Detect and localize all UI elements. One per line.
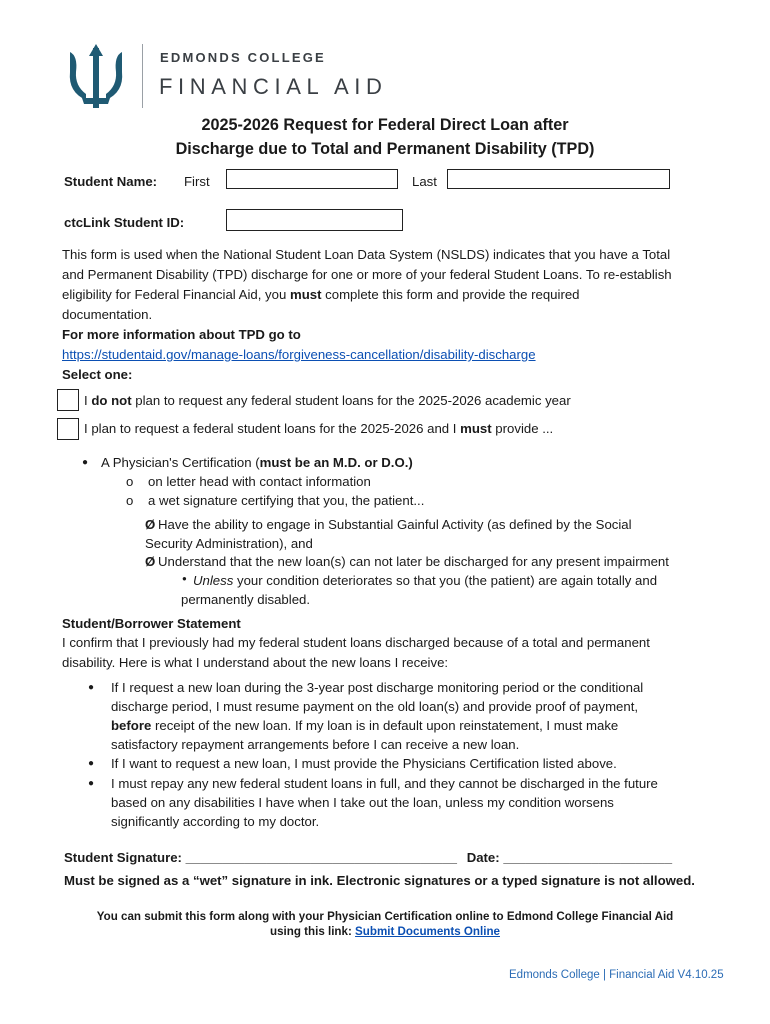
statement-bullet3-line2: based on any disabilities I have when I take out the loan, unless my condition worsens <box>111 795 614 810</box>
last-name-label: Last <box>412 174 437 189</box>
letterhead-item: on letter head with contact information <box>148 474 371 489</box>
intro-line3: eligibility for Federal Financial Aid, you must complete this form and provide the required <box>62 287 580 302</box>
statement-line2: disability. Here is what I understand about the new loans I receive: <box>62 655 449 670</box>
statement-bullet1-line2: discharge period, I must resume payment on the old loan(s) and provide proof of payment, <box>111 699 639 714</box>
date-line[interactable]: _______________________ <box>503 850 673 865</box>
more-info-label: For more information about TPD go to <box>62 327 301 342</box>
bullet-icon: ● <box>88 758 95 769</box>
intro-line2: and Permanent Disability (TPD) discharge for one or more of your federal Student Loans. To re-establish <box>62 267 672 282</box>
statement-bullet3-line1: I must repay any new federal student loans in full, and they cannot be discharged in the future <box>111 776 658 791</box>
signature-row <box>64 848 672 868</box>
arrow-bullet-icon: Ø <box>145 554 156 569</box>
form-title-line2: Discharge due to Total and Permanent Disability (TPD) <box>175 140 595 158</box>
date-label: Date: <box>466 850 500 865</box>
tpd-info-url[interactable]: https://studentaid.gov/manage-loans/forgiveness-cancellation/disability-discharge <box>62 347 536 362</box>
student-id-label: ctcLink Student ID: <box>64 215 185 230</box>
bullet-icon: ● <box>82 457 89 468</box>
arrow-bullet-icon: Ø <box>145 517 156 532</box>
bullet-icon: ● <box>182 574 187 583</box>
signature-line[interactable]: _____________________________________ <box>185 850 458 865</box>
option-no-loans-checkbox[interactable] <box>57 389 79 411</box>
last-name-field[interactable] <box>447 169 670 189</box>
bullet-icon: ● <box>88 682 95 693</box>
submit-line2: using this link: Submit Documents Online <box>270 925 500 938</box>
student-name-label: Student Name: <box>64 174 158 189</box>
header-divider <box>142 44 143 108</box>
select-one-label: Select one: <box>62 367 133 382</box>
first-name-field[interactable] <box>226 169 398 189</box>
form-title-line1: 2025-2026 Request for Federal Direct Loan after <box>201 116 569 134</box>
sub-bullet-icon: o <box>126 493 134 508</box>
submit-documents-link[interactable]: Submit Documents Online <box>355 925 500 938</box>
submit-line1: You can submit this form along with your Physician Certification online to Edmond College Financial Aid <box>96 910 674 923</box>
unless-item-line1: Unless your condition deteriorates so that you (the patient) are again totally and <box>193 573 658 588</box>
department-name: FINANCIAL AID <box>159 74 388 99</box>
college-name: EDMONDS COLLEGE <box>160 50 326 65</box>
intro-line1: This form is used when the National Student Loan Data System (NSLDS) indicates that you have a Total <box>62 247 671 262</box>
intro-line4: documentation. <box>62 307 153 322</box>
statement-bullet1-line4: satisfactory repayment arrangements before I can receive a new loan. <box>111 737 520 752</box>
option-no-loans-label: I do not plan to request any federal student loans for the 2025-2026 academic year <box>84 393 571 408</box>
option-request-loans-label: I plan to request a federal student loans for the 2025-2026 and I must provide ... <box>84 421 554 436</box>
statement-line1: I confirm that I previously had my federal student loans discharged because of a total and permanent <box>62 635 650 650</box>
statement-bullet2: If I want to request a new loan, I must provide the Physicians Certification listed above. <box>111 756 617 771</box>
statement-heading: Student/Borrower Statement <box>62 616 241 631</box>
unless-item-line2: permanently disabled. <box>181 592 311 607</box>
sub-bullet-icon: o <box>126 474 134 489</box>
impairment-item: Understand that the new loan(s) can not later be discharged for any present impairment <box>158 554 669 569</box>
statement-bullet1-line3: before receipt of the new loan. If my loan is in default upon reinstatement, I must make <box>111 718 619 733</box>
wet-signature-item: a wet signature certifying that you, the patient... <box>148 493 425 508</box>
bullet-icon: ● <box>88 778 95 789</box>
sga-item-line2: Security Administration), and <box>145 536 313 551</box>
statement-bullet3-line3: significantly according to my doctor. <box>111 814 320 829</box>
first-name-label: First <box>184 174 210 189</box>
option-request-loans-checkbox[interactable] <box>57 418 79 440</box>
physician-cert-item: A Physician's Certification (must be an M.D. or D.O.) <box>101 455 413 470</box>
statement-bullet1-line1: If I request a new loan during the 3-year post discharge monitoring period or the conditional <box>111 680 644 695</box>
student-id-field[interactable] <box>226 209 403 231</box>
sga-item-line1: Have the ability to engage in Substantial Gainful Activity (as defined by the Social <box>158 517 632 532</box>
signature-label: Student Signature: <box>64 850 182 865</box>
footer-text: Edmonds College | Financial Aid V4.10.25 <box>509 969 724 981</box>
wet-signature-note: Must be signed as a “wet” signature in ink. Electronic signatures or a typed signature is not allowed. <box>64 873 695 888</box>
